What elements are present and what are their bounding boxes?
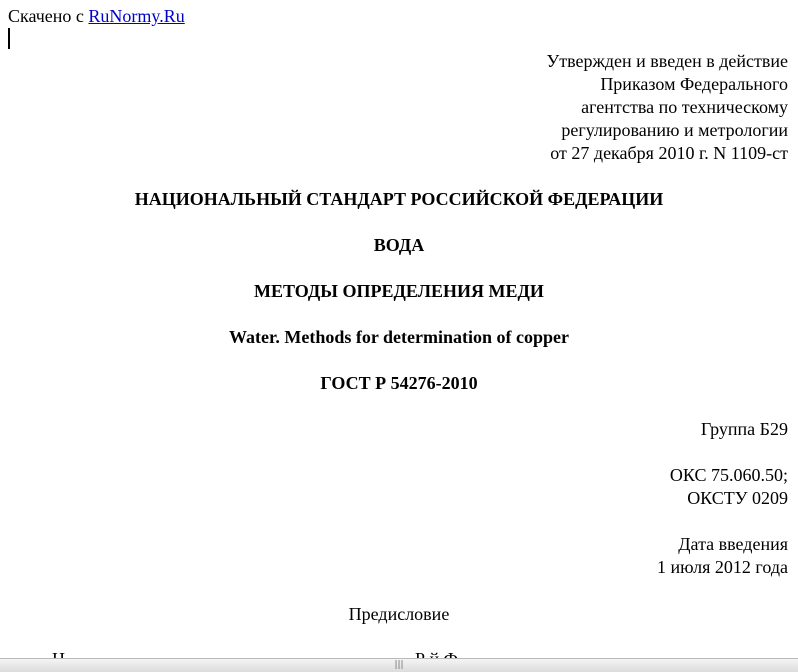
oks-code: ОКС 75.060.50; [669,465,788,485]
introduction-date: 1 июля 2012 года [657,557,788,577]
introduction-block [657,533,788,579]
approval-line: Приказом Федерального [600,74,788,94]
approval-line: агентства по техническому [581,97,788,117]
standard-heading: НАЦИОНАЛЬНЫЙ СТАНДАРТ РОССИЙСКОЙ ФЕДЕРАЦИИ [134,189,664,209]
classifier-block [670,464,788,510]
introduction-label: Дата введения [678,534,788,554]
standard-title-ru: МЕТОДЫ ОПРЕДЕЛЕНИЯ МЕДИ [254,281,544,301]
standard-title-en: Water. Methods for determination of copper [229,327,569,347]
source-line [8,5,185,27]
source-link[interactable]: RuNormy.Ru [88,6,185,26]
foreword-title: Предисловие [348,604,450,624]
source-prefix: Скачено с [8,6,84,26]
horizontal-scrollbar[interactable] [0,658,798,672]
text-cursor [8,28,10,49]
approval-block [546,50,788,165]
approval-line: регулированию и метрологии [561,120,788,140]
approval-line: Утвержден и введен в действие [546,51,788,71]
group-block [701,418,788,441]
okstu-code: ОКСТУ 0209 [687,488,788,508]
standard-code: ГОСТ Р 54276-2010 [320,373,478,393]
approval-line: от 27 декабря 2010 г. N 1109-ст [550,143,788,163]
group-code: Группа Б29 [700,419,788,439]
scrollbar-grip-icon[interactable]: ||| [394,660,404,670]
standard-subject: ВОДА [373,235,425,255]
